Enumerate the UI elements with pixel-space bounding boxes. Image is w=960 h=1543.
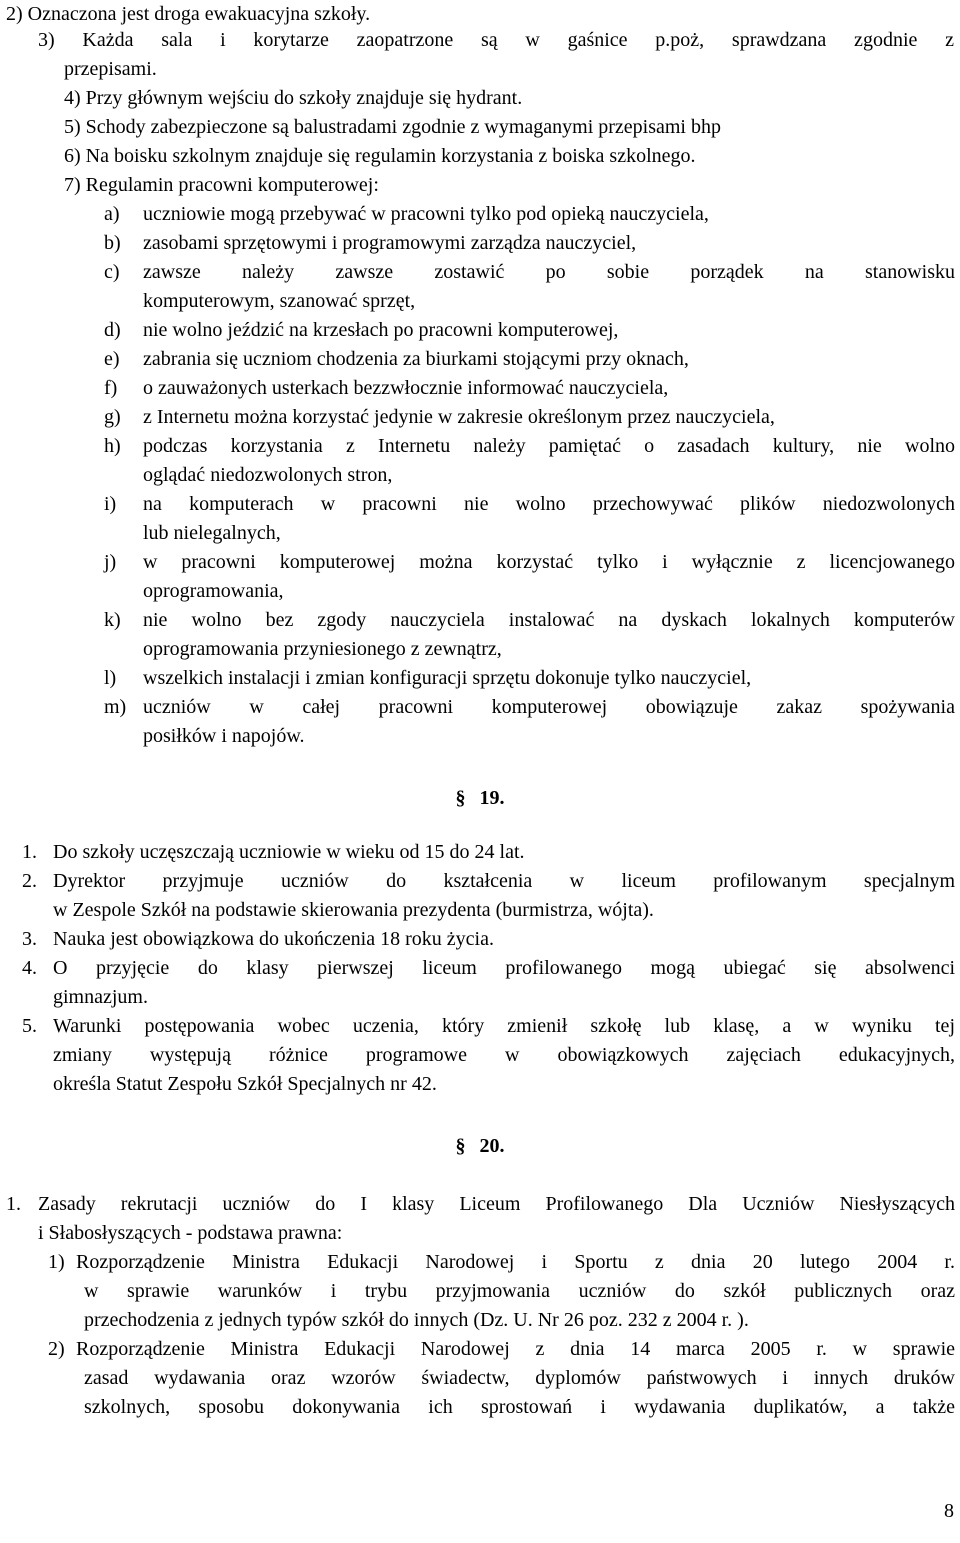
rule-label: g) <box>104 406 121 428</box>
rule-text: oglądać niedozwolonych stron, <box>143 464 393 486</box>
item-text: Do szkoły uczęszczają uczniowie w wieku od 15 do 24 lat. <box>53 841 525 863</box>
rule-label: e) <box>104 348 120 370</box>
item-text: Warunki postępowania wobec uczenia, który zmienił szkołę lub klasę, a w wyniku tej <box>53 1015 955 1037</box>
item-text: O przyjęcie do klasy pierwszej liceum profilowanego mogą ubiegać się absolwenci <box>53 957 955 979</box>
rule-text: komputerowym, szanować sprzęt, <box>143 290 416 312</box>
page-number: 8 <box>944 1500 954 1522</box>
intro-line: 3) Każda sala i korytarze zaopatrzone są w gaśnice p.poż, sprawdzana zgodnie z <box>38 29 954 51</box>
rule-text: posiłków i napojów. <box>143 725 305 747</box>
rule-label: b) <box>104 232 121 254</box>
item-text: w Zespole Szkół na podstawie skierowania prezydenta (burmistrza, wójta). <box>53 899 654 921</box>
intro-line: przepisami. <box>64 58 157 80</box>
rule-text: oprogramowania przyniesionego z zewnątrz, <box>143 638 502 660</box>
rule-text: oprogramowania, <box>143 580 284 602</box>
rule-text: w pracowni komputerowej można korzystać tylko i wyłącznie z licencjowanego <box>143 551 955 573</box>
sub-item-label: 1) <box>48 1251 65 1273</box>
section-heading-19 <box>0 784 960 813</box>
item-text: Zasady rekrutacji uczniów do I klasy Liceum Profilowanego Dla Uczniów Niesłyszących <box>38 1193 955 1215</box>
item-text: gimnazjum. <box>53 986 148 1008</box>
rule-text: nie wolno bez zgody nauczyciela instalować na dyskach lokalnych komputerów <box>143 609 955 631</box>
sub-item-label: 2) <box>48 1338 65 1360</box>
sub-item-text: Rozporządzenie Ministra Edukacji Narodowej z dnia 14 marca 2005 r. w sprawie <box>76 1338 955 1360</box>
item-text: określa Statut Zespołu Szkół Specjalnych nr 42. <box>53 1073 437 1095</box>
item-label: 1. <box>22 841 37 863</box>
paragraph-symbol: § <box>455 1135 466 1157</box>
sub-item-text: przechodzenia z jednych typów szkół do innych (Dz. U. Nr 26 poz. 232 z 2004 r. ). <box>84 1309 749 1331</box>
rule-text: uczniów w całej pracowni komputerowej obowiązuje zakaz spożywania <box>143 696 955 718</box>
sub-item-text: w sprawie warunków i trybu przyjmowania uczniów do szkół publicznych oraz <box>84 1280 955 1302</box>
item-label: 2. <box>22 870 37 892</box>
intro-line: 7) Regulamin pracowni komputerowej: <box>64 174 379 196</box>
item-label: 3. <box>22 928 37 950</box>
rule-label: i) <box>104 493 117 515</box>
item-text: Dyrektor przyjmuje uczniów do kształcenia w liceum profilowanym specjalnym <box>53 870 955 892</box>
rule-label: c) <box>104 261 120 283</box>
rule-label: l) <box>104 667 117 689</box>
rule-text: zabrania się uczniom chodzenia za biurkami stojącymi przy oknach, <box>143 348 689 370</box>
section-number: 20. <box>479 1135 505 1157</box>
rule-text: z Internetu można korzystać jedynie w zakresie określonym przez nauczyciela, <box>143 406 775 428</box>
section-number: 19. <box>479 787 505 809</box>
rule-text: uczniowie mogą przebywać w pracowni tylko pod opieką nauczyciela, <box>143 203 709 225</box>
intro-line: 6) Na boisku szkolnym znajduje się regulamin korzystania z boiska szkolnego. <box>64 145 696 167</box>
rule-text: nie wolno jeździć na krzesłach po pracowni komputerowej, <box>143 319 619 341</box>
rule-text: lub nielegalnych, <box>143 522 281 544</box>
rule-text: wszelkich instalacji i zmian konfiguracji sprzętu dokonuje tylko nauczyciel, <box>143 667 752 689</box>
sub-item-text: zasad wydawania oraz wzorów świadectw, dyplomów państwowych i innych druków <box>84 1367 955 1389</box>
rule-text: podczas korzystania z Internetu należy pamiętać o zasadach kultury, nie wolno <box>143 435 955 457</box>
intro-line: 5) Schody zabezpieczone są balustradami zgodnie z wymaganymi przepisami bhp <box>64 116 721 138</box>
rule-text: zasobami sprzętowymi i programowymi zarządza nauczyciel, <box>143 232 637 254</box>
item-label: 5. <box>22 1015 37 1037</box>
item-label: 1. <box>6 1193 21 1215</box>
item-text: i Słabosłyszących - podstawa prawna: <box>38 1222 343 1244</box>
item-text: zmiany występują różnice programowe w obowiązkowych zajęciach edukacyjnych, <box>53 1044 955 1066</box>
section-heading-20 <box>0 1132 960 1161</box>
rule-label: f) <box>104 377 118 399</box>
sub-item-text: Rozporządzenie Ministra Edukacji Narodowej i Sportu z dnia 20 lutego 2004 r. <box>76 1251 955 1273</box>
sub-item-text: szkolnych, sposobu dokonywania ich sprostowań i wydawania duplikatów, a także <box>84 1396 955 1418</box>
intro-line: 4) Przy głównym wejściu do szkoły znajduje się hydrant. <box>64 87 523 109</box>
rule-text: zawsze należy zawsze zostawić po sobie porządek na stanowisku <box>143 261 955 283</box>
rule-label: k) <box>104 609 121 631</box>
rule-text: na komputerach w pracowni nie wolno przechowywać plików niedozwolonych <box>143 493 955 515</box>
rule-label: h) <box>104 435 121 457</box>
rule-label: a) <box>104 203 120 225</box>
rule-text: o zauważonych usterkach bezzwłocznie informować nauczyciela, <box>143 377 669 399</box>
rule-label: d) <box>104 319 121 341</box>
item-text: Nauka jest obowiązkowa do ukończenia 18 roku życia. <box>53 928 494 950</box>
rule-label: j) <box>104 551 117 573</box>
paragraph-symbol: § <box>455 787 466 809</box>
intro-line: 2) Oznaczona jest droga ewakuacyjna szkoły. <box>6 3 371 25</box>
rule-label: m) <box>104 696 127 718</box>
item-label: 4. <box>22 957 37 979</box>
